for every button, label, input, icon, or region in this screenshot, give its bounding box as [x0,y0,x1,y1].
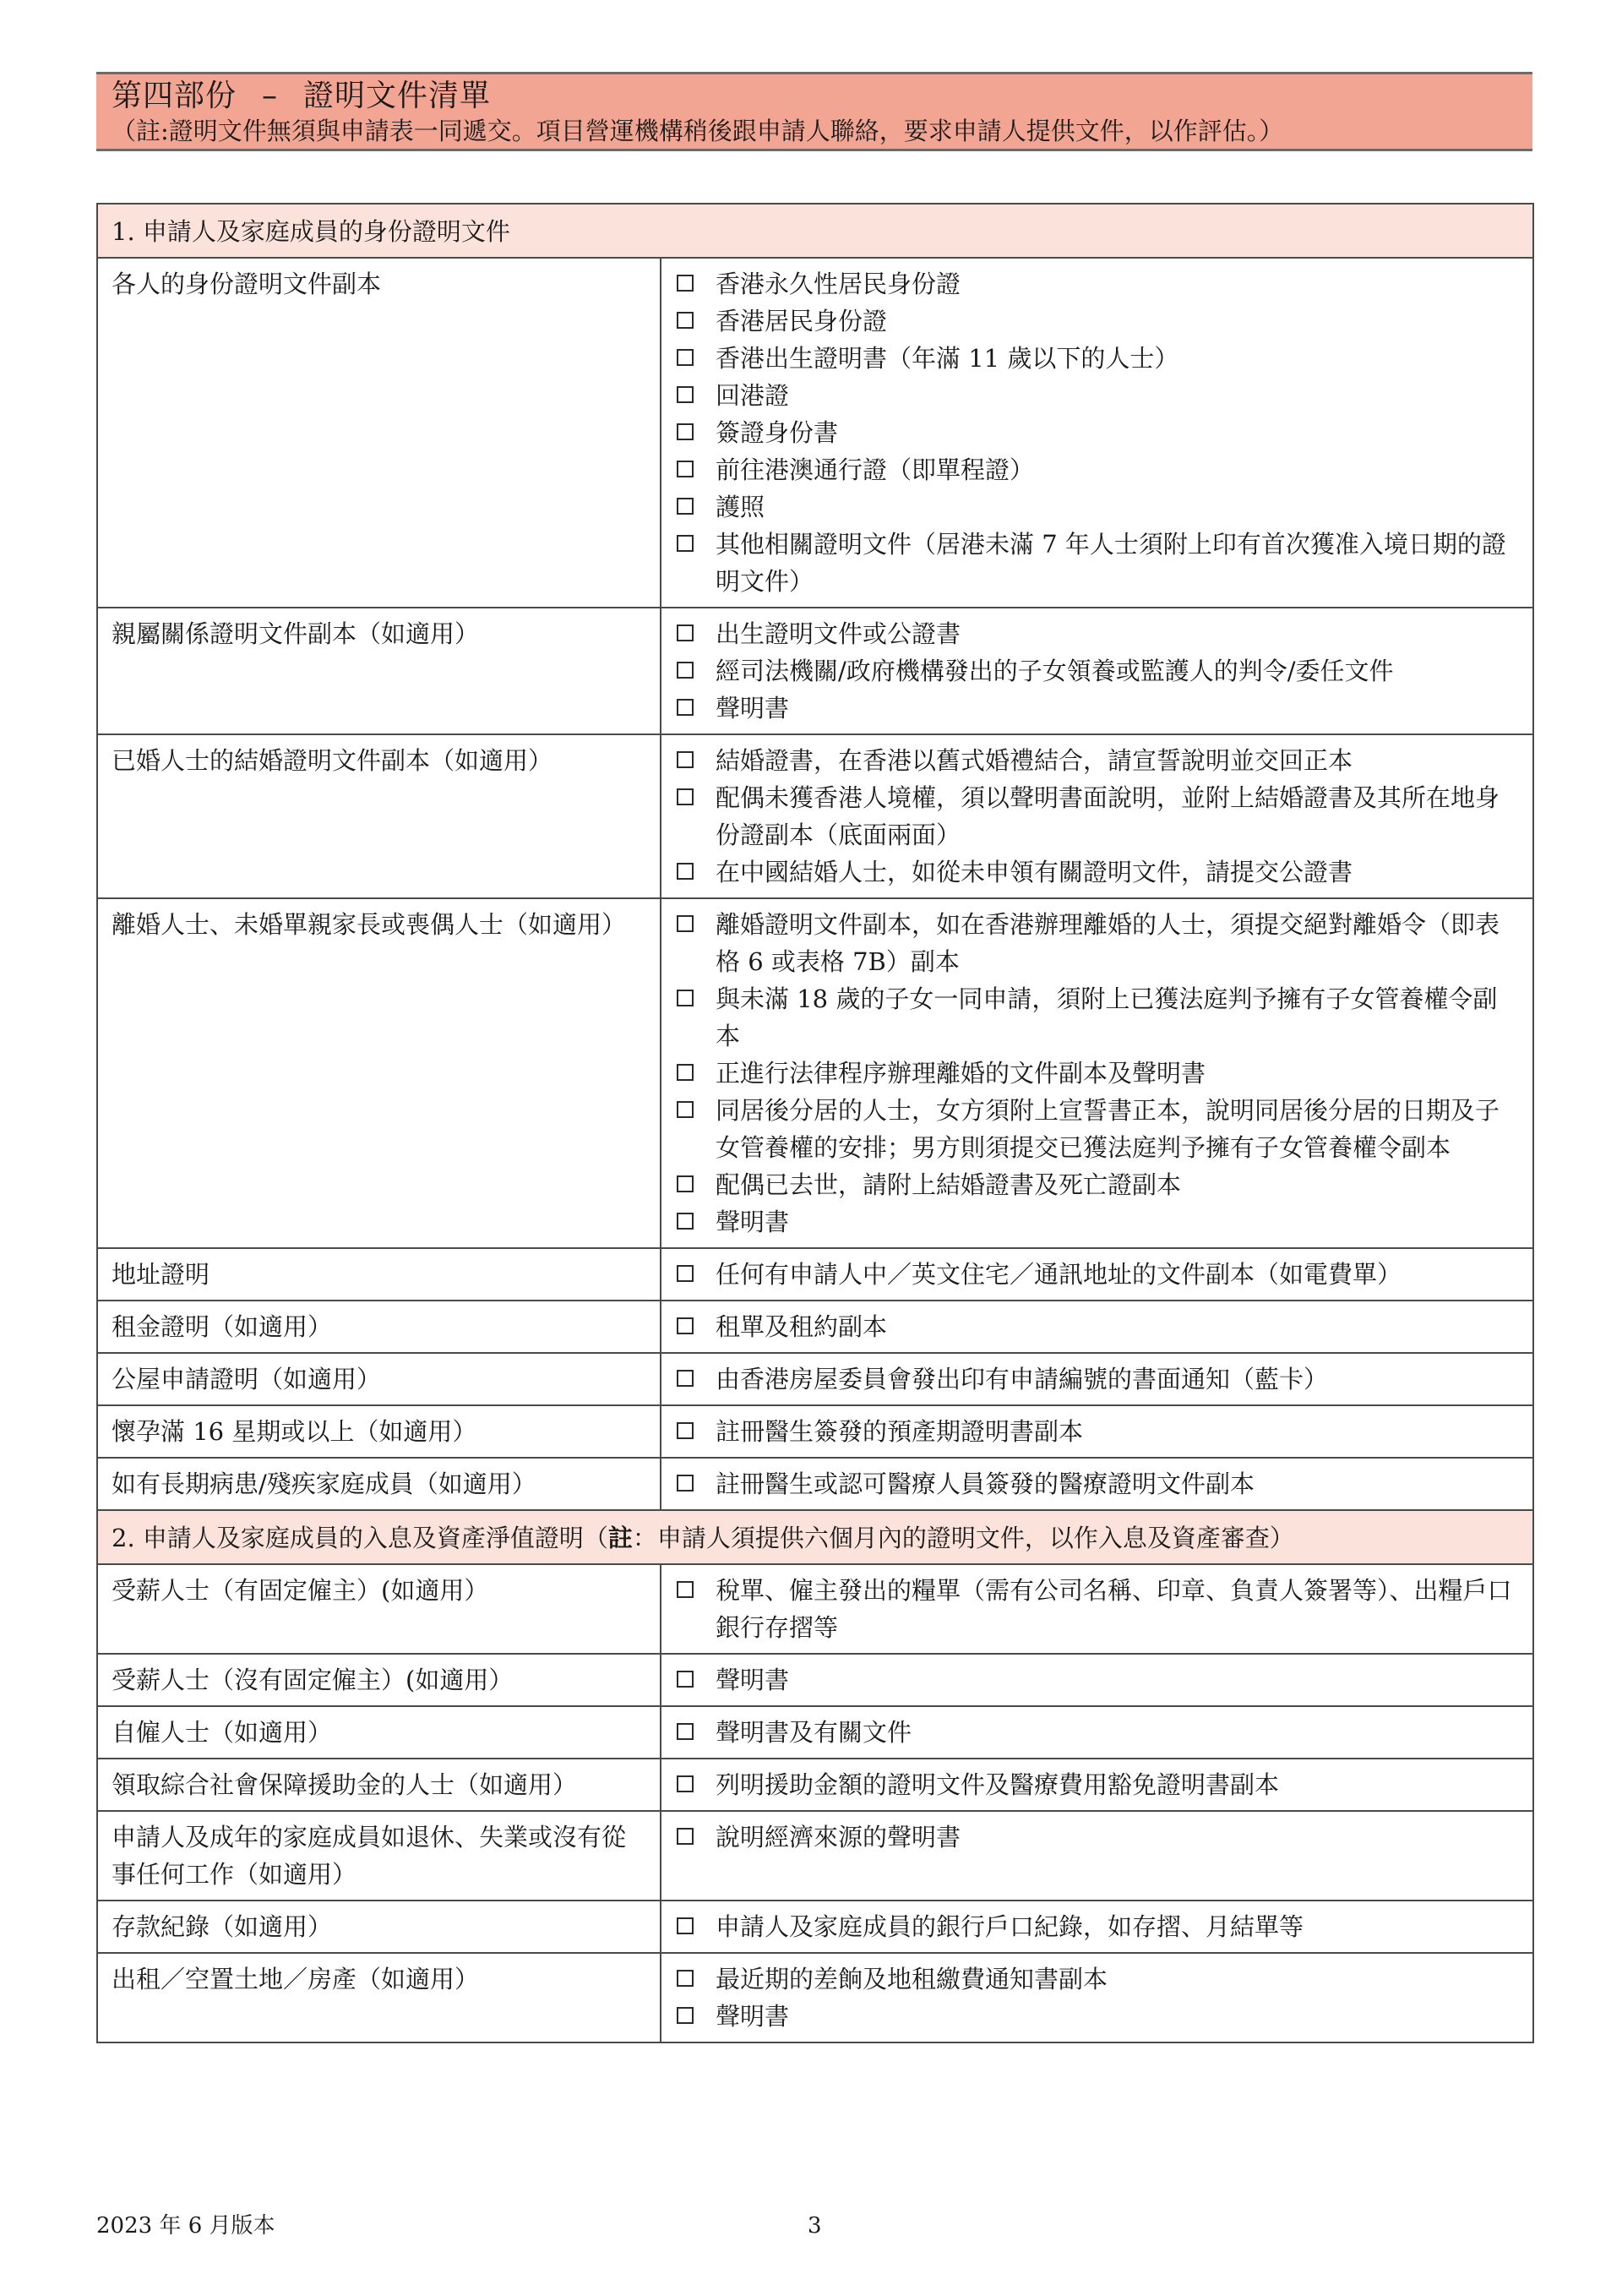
document-options-cell [661,608,1533,734]
checkbox-option[interactable] [675,1465,1521,1502]
checkbox-icon[interactable] [677,1917,694,1934]
checkbox-icon[interactable] [677,751,694,768]
checkbox-option[interactable] [675,980,1521,1055]
checkbox-option[interactable] [675,854,1521,891]
checkbox-icon[interactable] [677,275,694,292]
checkbox-icon[interactable] [677,1828,694,1845]
checkbox-option[interactable] [675,265,1521,303]
option-label: 聲明書 [716,2002,790,2031]
checkbox-icon[interactable] [677,498,694,515]
options-list [675,1361,1521,1398]
checkbox-option[interactable] [675,779,1521,854]
note-label: 註 [607,1524,633,1552]
section-heading-text: 2. 申請人及家庭成員的入息及資產淨值證明（ [112,1524,608,1552]
checkbox-icon[interactable] [677,423,694,440]
option-label: 聲明書 [716,1208,790,1236]
table-row [97,1458,1533,1510]
options-list [675,615,1521,727]
table-row [97,1811,1533,1901]
option-label: 正進行法律程序辦理離婚的文件副本及聲明書 [716,1059,1206,1088]
checkbox-option[interactable] [675,1092,1521,1166]
document-options-cell [661,1564,1533,1654]
options-list [675,1961,1521,2035]
table-row [97,1706,1533,1759]
document-category-label: 存款紀錄（如適用） [97,1901,661,1953]
document-options-cell [661,1953,1533,2042]
checkbox-icon[interactable] [677,1671,694,1688]
option-label: 與未滿 18 歲的子女一同申請，須附上已獲法庭判予擁有子女管養權令副本 [716,984,1498,1050]
option-label: 列明援助金額的證明文件及醫療費用豁免證明書副本 [716,1770,1280,1799]
checkbox-option[interactable] [675,488,1521,526]
title-part: 第四部份 [112,79,237,113]
checkbox-option[interactable] [675,1572,1521,1646]
document-options-cell [661,1811,1533,1901]
section-heading [97,1510,1533,1564]
document-category-label: 各人的身份證明文件副本 [97,258,661,608]
checkbox-icon[interactable] [677,1581,694,1598]
option-label: 聲明書 [716,1666,790,1694]
checkbox-icon[interactable] [677,1265,694,1282]
checkbox-icon[interactable] [677,662,694,679]
page-number: 3 [808,2213,822,2239]
document-options-cell [661,1405,1533,1458]
document-category-label: 公屋申請證明（如適用） [97,1353,661,1405]
option-label: 配偶未獲香港人境權，須以聲明書面說明，並附上結婚證書及其所在地身份證副本（底面兩面） [716,783,1500,849]
document-category-label: 領取綜合社會保障援助金的人士（如適用） [97,1759,661,1811]
checkbox-icon[interactable] [677,699,694,716]
option-label: 香港出生證明書（年滿 11 歲以下的人士） [716,344,1179,373]
document-category-label: 離婚人士、未婚單親家長或喪偶人士（如適用） [97,898,661,1248]
checkbox-option[interactable] [675,414,1521,451]
options-list [675,906,1521,1241]
checkbox-option[interactable] [675,451,1521,488]
checkbox-icon[interactable] [677,312,694,329]
option-label: 香港居民身份證 [716,307,888,335]
document-options-cell [661,1248,1533,1301]
document-category-label: 申請人及成年的家庭成員如退休、失業或沒有從事任何工作（如適用） [97,1811,661,1901]
checkbox-icon[interactable] [677,1317,694,1334]
document-category-label: 懷孕滿 16 星期或以上（如適用） [97,1405,661,1458]
checkbox-icon[interactable] [677,1175,694,1192]
document-checklist-table [96,203,1534,2043]
checkbox-icon[interactable] [677,349,694,366]
section-heading: 1. 申請人及家庭成員的身份證明文件 [97,204,1533,258]
checkbox-option[interactable] [675,1819,1521,1856]
checkbox-icon[interactable] [677,535,694,552]
checkbox-icon[interactable] [677,461,694,477]
checkbox-icon[interactable] [677,863,694,880]
option-label: 由香港房屋委員會發出印有申請編號的書面通知（藍卡） [716,1365,1329,1393]
options-list [675,1908,1521,1945]
table-row [97,1353,1533,1405]
option-label: 簽證身份書 [716,418,839,447]
document-options-cell [661,1654,1533,1706]
section2-heading-row [97,1510,1533,1564]
option-label: 回港證 [716,381,790,410]
checkbox-option[interactable] [675,526,1521,600]
checkbox-icon[interactable] [677,915,694,932]
table-row [97,1901,1533,1953]
checkbox-option[interactable] [675,1308,1521,1345]
section-heading-note: ：申請人須提供六個月內的證明文件，以作入息及資產審查） [632,1524,1294,1552]
table-row [97,1654,1533,1706]
table-row [97,1759,1533,1811]
title-name: 證明文件清單 [303,79,492,113]
document-options-cell [661,734,1533,898]
option-label: 香港永久性居民身份證 [716,270,961,298]
options-list [675,1766,1521,1803]
checkbox-option[interactable] [675,615,1521,652]
option-label: 經司法機關/政府機構發出的子女領養或監護人的判令/委任文件 [716,657,1394,685]
checkbox-option[interactable] [675,1413,1521,1450]
options-list [675,1661,1521,1699]
checkbox-option[interactable] [675,303,1521,340]
option-label: 護照 [716,493,765,521]
table-row [97,1564,1533,1654]
options-list [675,1465,1521,1502]
option-label: 其他相關證明文件（居港未滿 7 年人士須附上印有首次獲准入境日期的證明文件） [716,530,1506,596]
option-label: 聲明書 [716,694,790,723]
checkbox-option[interactable] [675,1766,1521,1803]
table-row [97,1301,1533,1353]
table-row [97,734,1533,898]
document-category-label: 出租／空置土地／房產（如適用） [97,1953,661,2042]
checkbox-icon[interactable] [677,386,694,403]
options-list [675,1714,1521,1751]
option-label: 最近期的差餉及地租繳費通知書副本 [716,1965,1108,1993]
option-label: 申請人及家庭成員的銀行戶口紀錄，如存摺、月結單等 [716,1912,1304,1941]
checkbox-option[interactable] [675,1714,1521,1751]
checkbox-option[interactable] [675,906,1521,980]
option-label: 稅單、僱主發出的糧單（需有公司名稱、印章、負責人簽署等）、出糧戶口銀行存摺等 [716,1576,1512,1642]
document-category-label: 地址證明 [97,1248,661,1301]
checkbox-icon[interactable] [677,1475,694,1492]
checkbox-option[interactable] [675,377,1521,414]
checkbox-option[interactable] [675,1908,1521,1945]
options-list [675,1256,1521,1293]
checkbox-option[interactable] [675,1961,1521,1998]
table-row [97,1953,1533,2042]
checkbox-option[interactable] [675,742,1521,779]
document-options-cell [661,1759,1533,1811]
checkbox-option[interactable] [675,1256,1521,1293]
document-category-label: 受薪人士（有固定僱主）(如適用） [97,1564,661,1654]
document-options-cell [661,1706,1533,1759]
title-dash: – [262,79,279,113]
options-list [675,1413,1521,1450]
table-row [97,1248,1533,1301]
table-row [97,258,1533,608]
checkbox-icon[interactable] [677,1723,694,1740]
checkbox-icon[interactable] [677,1064,694,1081]
checkbox-icon[interactable] [677,624,694,641]
version-label: 2023 年 6 月版本 [96,2213,275,2239]
option-label: 配偶已去世，請附上結婚證書及死亡證副本 [716,1170,1182,1199]
document-options-cell [661,1458,1533,1510]
table-row [97,1405,1533,1458]
checkbox-icon[interactable] [677,1213,694,1230]
option-label: 結婚證書，在香港以舊式婚禮結合，請宣誓說明並交回正本 [716,746,1353,775]
table-row [97,898,1533,1248]
option-label: 任何有申請人中／英文住宅／通訊地址的文件副本（如電費單） [716,1260,1402,1289]
document-options-cell [661,1301,1533,1353]
checkbox-option[interactable] [675,1361,1521,1398]
table-row [97,608,1533,734]
checkbox-icon[interactable] [677,1370,694,1387]
options-list [675,265,1521,600]
option-label: 出生證明文件或公證書 [716,619,961,648]
section-header [96,72,1532,151]
page-title [112,78,1517,115]
options-list [675,1819,1521,1856]
option-label: 同居後分居的人士，女方須附上宣誓書正本，說明同居後分居的日期及子女管養權的安排；男方則須提交已獲法庭判予擁有子女管養權令副本 [716,1096,1500,1162]
checkbox-icon[interactable] [677,788,694,805]
header-note: （註:證明文件無須與申請表一同遞交。項目營運機構稍後跟申請人聯絡，要求申請人提供文件，以作評估。） [112,117,1284,145]
option-label: 在中國結婚人士，如從未申領有關證明文件，請提交公證書 [716,858,1353,886]
option-label: 聲明書及有關文件 [716,1718,912,1747]
document-category-label: 如有長期病患/殘疾家庭成員（如適用） [97,1458,661,1510]
checkbox-option[interactable] [675,1998,1521,2035]
document-category-label: 受薪人士（沒有固定僱主）(如適用） [97,1654,661,1706]
checkbox-option[interactable] [675,690,1521,727]
document-category-label: 租金證明（如適用） [97,1301,661,1353]
option-label: 前往港澳通行證（即單程證） [716,455,1035,484]
checkbox-icon[interactable] [677,1970,694,1987]
checkbox-icon[interactable] [677,1775,694,1792]
document-options-cell [661,898,1533,1248]
option-label: 註冊醫生或認可醫療人員簽發的醫療證明文件副本 [716,1470,1255,1498]
option-label: 離婚證明文件副本，如在香港辦理離婚的人士，須提交絕對離婚令（即表格 6 或表格 7B）副本 [716,910,1500,976]
document-category-label: 自僱人士（如適用） [97,1706,661,1759]
document-options-cell [661,1353,1533,1405]
options-list [675,1308,1521,1345]
document-category-label: 親屬關係證明文件副本（如適用） [97,608,661,734]
checkbox-option[interactable] [675,1055,1521,1092]
document-category-label: 已婚人士的結婚證明文件副本（如適用） [97,734,661,898]
checkbox-option[interactable] [675,1166,1521,1203]
checkbox-icon[interactable] [677,1101,694,1118]
section1-heading-row [97,204,1533,258]
checkbox-option[interactable] [675,1203,1521,1241]
checkbox-icon[interactable] [677,1422,694,1439]
options-list [675,742,1521,891]
options-list [675,1572,1521,1646]
document-options-cell [661,258,1533,608]
checkbox-option[interactable] [675,652,1521,690]
checkbox-option[interactable] [675,340,1521,377]
checkbox-option[interactable] [675,1661,1521,1699]
checkbox-icon[interactable] [677,990,694,1006]
checkbox-icon[interactable] [677,2007,694,2024]
option-label: 租單及租約副本 [716,1312,888,1341]
option-label: 說明經濟來源的聲明書 [716,1823,961,1852]
document-options-cell [661,1901,1533,1953]
option-label: 註冊醫生簽發的預產期證明書副本 [716,1417,1084,1446]
